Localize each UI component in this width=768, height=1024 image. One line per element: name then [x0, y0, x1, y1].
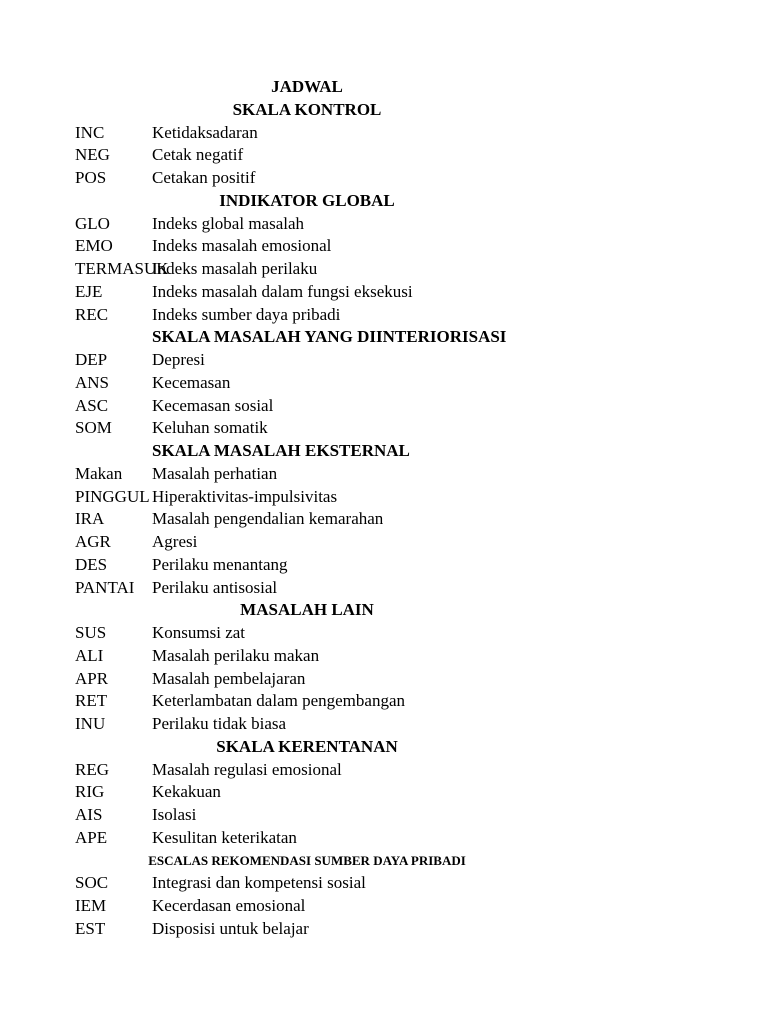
section-heading: SKALA MASALAH EKSTERNAL [152, 441, 410, 460]
scale-row [0, 371, 768, 394]
scale-description: Isolasi [152, 805, 197, 824]
scale-description: Indeks global masalah [152, 213, 305, 233]
scale-code: ALI [75, 645, 104, 665]
scale-row [0, 485, 768, 508]
scale-row [0, 576, 768, 599]
scale-code: APE [75, 827, 108, 847]
section-heading: ESCALAS REKOMENDASI SUMBER DAYA PRIBADI [148, 852, 466, 868]
scale-row [0, 166, 768, 189]
scale-row [0, 917, 768, 940]
scale-description: Indeks sumber daya pribadi [152, 304, 341, 324]
scale-row [0, 621, 768, 644]
scale-row [0, 234, 768, 257]
scale-row [0, 507, 768, 530]
scale-code: ANS [75, 372, 110, 392]
section-heading: SKALA MASALAH YANG DIINTERIORISASI [152, 327, 507, 347]
scale-description: Cetakan positif [152, 168, 256, 187]
scale-code: SUS [75, 623, 107, 642]
scale-description: Hiperaktivitas-impulsivitas [152, 486, 338, 506]
scale-description: Kecemasan [152, 372, 231, 392]
scale-row [0, 143, 768, 166]
scale-description: Depresi [152, 350, 205, 369]
scale-row [0, 553, 768, 576]
scale-row [0, 689, 768, 712]
scale-description: Perilaku tidak biasa [152, 714, 287, 733]
scale-description: Masalah regulasi emosional [152, 759, 342, 779]
scale-description: Indeks masalah emosional [152, 236, 332, 256]
scale-row [0, 871, 768, 894]
scale-description: Kekakuan [152, 782, 221, 802]
scale-code: DEP [75, 350, 108, 369]
scale-code: INC [75, 122, 105, 142]
scale-code: REG [75, 759, 109, 779]
section-heading: INDIKATOR GLOBAL [219, 190, 395, 210]
scale-row [0, 530, 768, 553]
scale-description: Cetak negatif [152, 145, 244, 165]
scale-description: Masalah perilaku makan [152, 645, 320, 665]
scale-code: RIG [75, 782, 105, 802]
scale-code: SOC [75, 873, 109, 893]
scale-code: EST [75, 918, 106, 938]
scale-description: Indeks masalah dalam fungsi eksekusi [152, 281, 413, 301]
scale-code: ASC [75, 395, 109, 415]
scale-code: PANTAI [75, 577, 135, 597]
scale-row [0, 394, 768, 417]
section-heading: SKALA KERENTANAN [216, 736, 398, 756]
scale-description: Masalah pengendalian kemarahan [152, 509, 384, 529]
scale-description: Agresi [152, 532, 198, 551]
scale-row [0, 121, 768, 144]
scale-row [0, 803, 768, 826]
scale-description: Perilaku antisosial [152, 577, 278, 597]
scale-description: Disposisi untuk belajar [152, 918, 309, 938]
scale-code: RET [75, 691, 108, 711]
scale-row [0, 712, 768, 735]
scale-row [0, 462, 768, 485]
scale-code: PINGGUL [75, 486, 150, 506]
scale-row [0, 644, 768, 667]
scale-row [0, 758, 768, 781]
scale-description: Ketidaksadaran [152, 122, 258, 142]
scale-row [0, 303, 768, 326]
scale-description: Konsumsi zat [152, 623, 246, 642]
section-heading: JADWAL [271, 77, 343, 96]
scale-description: Kesulitan keterikatan [152, 827, 297, 847]
scale-row [0, 826, 768, 849]
scale-row [0, 894, 768, 917]
scale-code: NEG [75, 145, 110, 165]
section-heading: MASALAH LAIN [240, 600, 374, 620]
scale-row [0, 348, 768, 371]
scale-description: Kecemasan sosial [152, 395, 274, 415]
scale-row [0, 416, 768, 439]
scale-code: Makan [75, 463, 123, 483]
scale-description: Masalah pembelajaran [152, 668, 306, 688]
scale-row [0, 257, 768, 280]
section-heading: SKALA KONTROL [232, 99, 382, 119]
scale-code: DES [75, 554, 108, 574]
scale-description: Integrasi dan kompetensi sosial [152, 873, 366, 893]
scale-row [0, 280, 768, 303]
scale-row [0, 212, 768, 235]
scale-code: EMO [75, 236, 113, 256]
scale-description: Indeks masalah perilaku [152, 259, 318, 278]
scale-description: Perilaku menantang [152, 554, 288, 574]
scale-code: EJE [75, 281, 103, 301]
scale-description: Masalah perhatian [152, 463, 278, 483]
scale-code: INU [75, 714, 106, 733]
scale-code: IEM [75, 896, 107, 915]
scale-description: Keluhan somatik [152, 418, 268, 438]
scale-code: GLO [75, 213, 110, 233]
scale-row [0, 780, 768, 803]
scale-code: SOM [75, 418, 112, 438]
scale-code: IRA [75, 509, 105, 529]
scale-code: APR [75, 668, 109, 688]
scale-code: AIS [75, 805, 103, 824]
scale-row [0, 667, 768, 690]
scale-description: Keterlambatan dalam pengembangan [152, 691, 405, 711]
scale-code: AGR [75, 532, 111, 551]
scale-description: Kecerdasan emosional [152, 896, 306, 915]
scale-code: POS [75, 168, 107, 187]
scale-code: TERMASUK [75, 259, 169, 278]
scale-code: REC [75, 304, 109, 324]
